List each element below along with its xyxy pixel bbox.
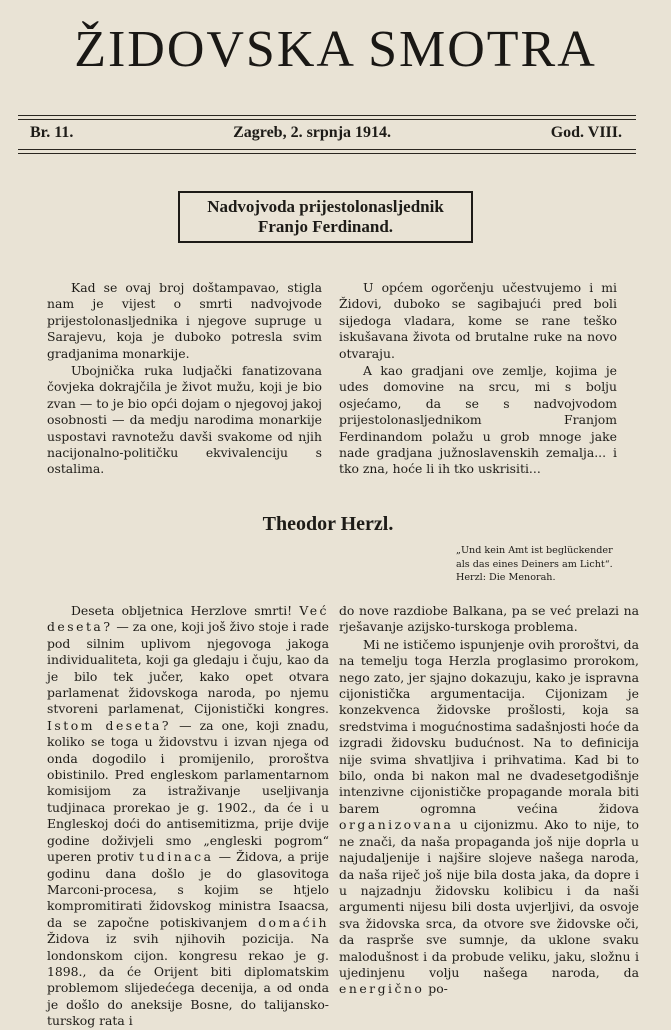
header-rule-top-thin: [18, 119, 636, 120]
epigraph-line: „Und kein Amt ist beglückender: [456, 545, 613, 556]
article-right-paragraph: do nove razdiobe Balkana, pa se već prelazi na rješavanje azijsko-turskoga problema.: [339, 603, 639, 635]
article-title: Theodor Herzl.: [262, 513, 394, 535]
issue-number: Br. 11.: [30, 124, 74, 141]
notice-right-paragraph: A kao gradjani ove zemlje, kojima je udes domovine na srcu, mi s bolju osjećamo, da se s nadvojvodom prijestolonasljednikom Franjom Ferdinandom polažu u grob mnoge jake nade gradjana južnoslavenskih zemalja... i tko zna, hoće li ih tko uskrisiti...: [339, 363, 617, 477]
epigraph-attribution: Herzl: Die Menorah.: [456, 572, 556, 583]
notice-title-line2: Franjo Ferdinand.: [257, 217, 394, 236]
notice-right-column: [339, 280, 617, 478]
notice-left-column: [47, 280, 322, 478]
header-rule-bottom-thin: [18, 153, 636, 154]
article-epigraph: [456, 544, 656, 585]
notice-left-paragraph: Ubojnička ruka ludjački fanatizovana čovjeka dokrajčila je život mužu, koji je bio zvan — to je bio opći dojam o njegovoj jakoj osobnosti — da medju narodima monarkije uspostavi ravnotežu davši svakome od njih nacijonalno-političku ekvivalenciju s ostalima.: [47, 363, 322, 477]
issue-volume: God. VIII.: [550, 124, 622, 141]
notice-left-paragraph: Kad se ovaj broj doštampavao, stigla nam je vijest o smrti nadvojvode prijestolonasljednika i njegove supruge u Sarajevu, koja je duboko potresla svim gradjanima monarkije.: [47, 280, 322, 361]
article-left-paragraph: Deseta obljetnica Herzlove smrti! Već deseta? — za one, koji još živo stoje i rade pod silnim uplivom njegovoga jakoga individualiteta, koji ga gledaju i čuju, kao da je bilo tek jučer, kako opet otvara parlamenat židovskoga naroda, po njemu stvoreni parlamenat, Cijonistički kongres. Istom deseta? — za one, koji znadu, koliko se toga u židovstvu i izvan njega od onda dogodilo i promijenilo, proroštva obistinilo. Pred engleskom parlamentarnom komisijom za istraživanje useljivanja tudjinaca prorekao je g. 1902., da će i u Engleskoj doći do antisemitizma, prije dvije godine doživjeli smo „engleski pogrom“ uperen protiv tudinaca — Židova, a prije godinu dana došlo je do glasovitoga Marconi-procesa, s kojim se htjelo kompromitirati židovskog ministra Isaacsa, da se započne potiskivanjem domaćih Židova iz svih njihovih pozicija. Na londonskom cijon. kongresu rekao je g. 1898., da će Orijent biti diplomatskim problemom slijedećega decenija, a od onda je došlo do aneksije Bosne, do talijansko-turskog rata i: [47, 603, 329, 1029]
notice-right-paragraph: U općem ogorčenju učestvujemo i mi Židovi, duboko se sagibajući pred boli sijedoga vladara, kome se rane teško iskušavana života od brutalne ruke na novo otvaraju.: [339, 280, 617, 361]
header-rule-bottom: [18, 149, 636, 150]
issue-place-date: Zagreb, 2. srpnja 1914.: [233, 124, 392, 141]
issue-info-row: [30, 124, 622, 142]
epigraph-line: als das eines Deiners am Licht“.: [456, 558, 613, 570]
article-right-paragraph: Mi ne ističemo ispunjenje ovih proroštvi, da na temelju toga Herzla proglasimo prorokom, nego zato, jer sjajno dokazuju, kako je ispravna cijonistička argumentacija. Cijonizam je konzekvenca židovske prošlosti, koja sa sredstvima i mogućnostima sadašnjosti hoće da izgradi židovsku budućnost. Na to definicija nije svima shvatljiva i prihvatima. Kad bi to bilo, onda bi nakon mal ne dvadesetgodišnje intenzivne cijonističke propagande morala biti barem ogromna većina židova organizovana u cijonizmu. Ako to nije, to ne znači, da naša propaganda još nije doprla u najudaljenije i najšire slojeve našega naroda, da naša riječ još nije bila dosta jaka, da dopre i u najzadnju židovsku kolibicu i da naši argumenti nijesu bili dosta uvjerljivi, da osvoje sva židovska srca, da otvore sve židovske oči, da raspršе sve sumnje, da uklone svaku malodušnost i da probude veliku, jaku, složnu i ujedinjenu volju našega naroda, da energično po-: [339, 636, 639, 997]
notice-title-line1: Nadvojvoda prijestolonasljednik: [207, 197, 444, 216]
notice-title-box: [178, 191, 473, 243]
masthead-title: ŽIDOVSKA SMOTRA: [74, 21, 597, 78]
article-left-column: [47, 603, 329, 1030]
header-rule-top: [18, 115, 636, 116]
article-right-column: [339, 603, 639, 998]
